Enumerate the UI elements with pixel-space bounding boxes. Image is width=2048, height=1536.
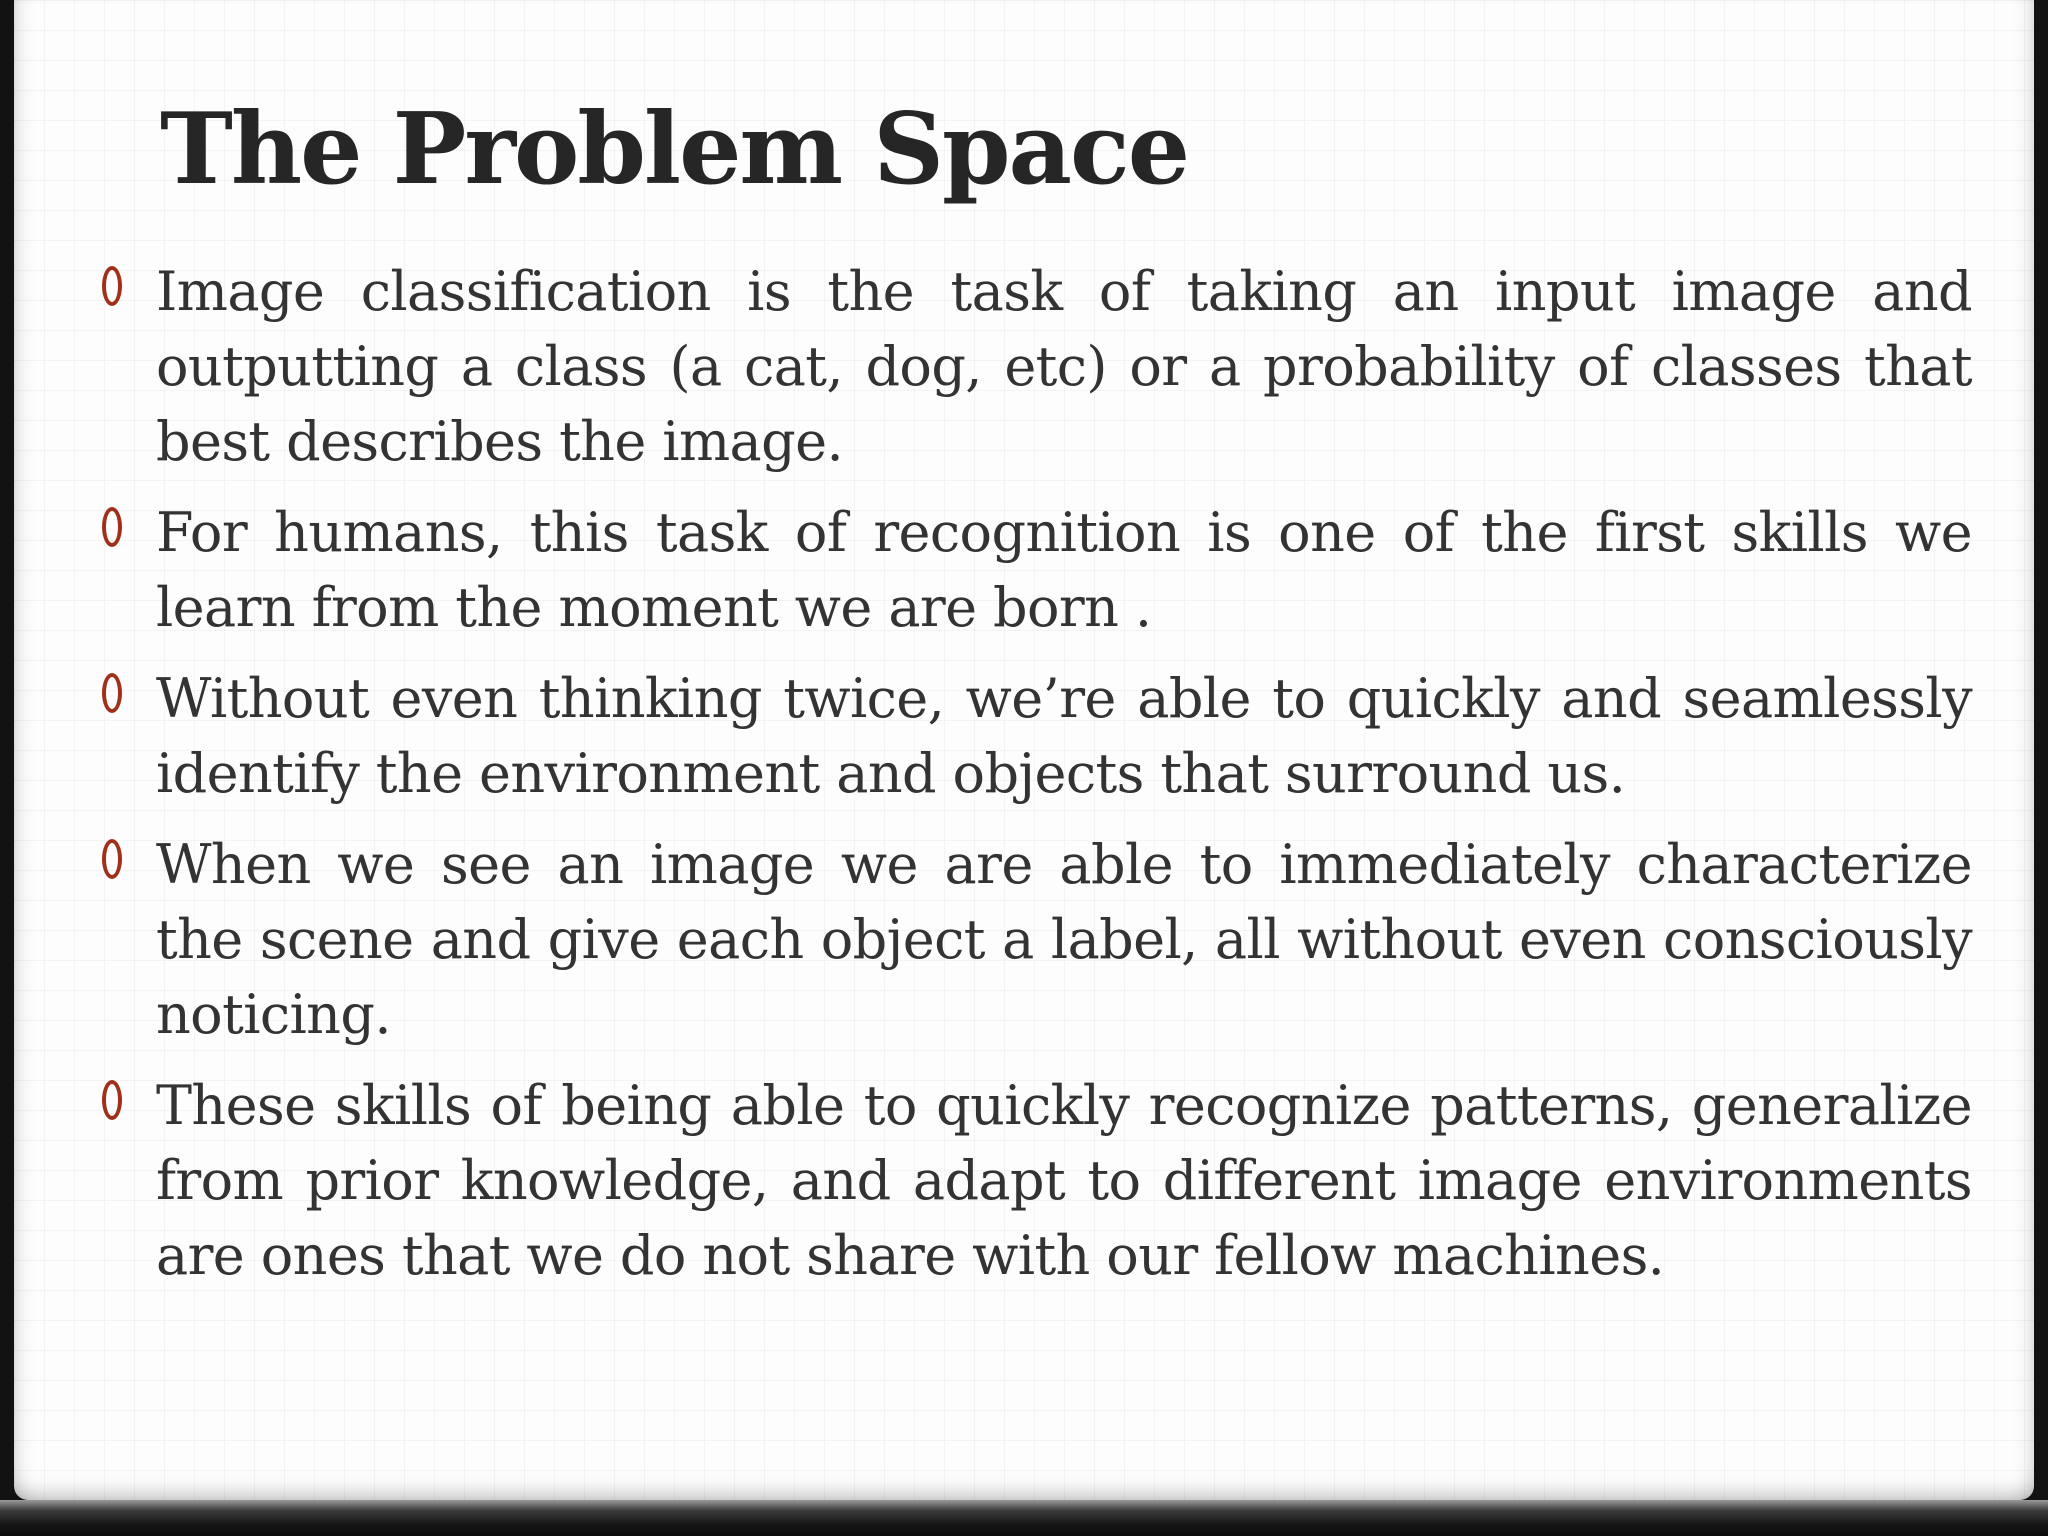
hollow-oval-bullet-icon xyxy=(102,1080,122,1120)
bullet-item xyxy=(102,1068,1972,1293)
hollow-oval-bullet-icon xyxy=(102,673,122,713)
slide xyxy=(14,0,2034,1500)
bullet-item xyxy=(102,827,1972,1052)
slide-title: The Problem Space xyxy=(160,92,1189,207)
bullet-text: For humans, this task of recognition is one of the first skills we learn from the moment we are born . xyxy=(156,501,1972,639)
bullet-text: These skills of being able to quickly recognize patterns, generalize from prior knowledge, and adapt to different image environments are ones that we do not share with our fellow machines. xyxy=(156,1074,1972,1287)
bullet-text: Without even thinking twice, we’re able to quickly and seamlessly identify the environment and objects that surround us. xyxy=(156,667,1972,805)
bullet-item xyxy=(102,661,1972,811)
bullet-text: When we see an image we are able to immediately characterize the scene and give each object a label, all without even consciously noticing. xyxy=(156,833,1972,1046)
hollow-oval-bullet-icon xyxy=(102,839,122,879)
hollow-oval-bullet-icon xyxy=(102,266,122,306)
hollow-oval-bullet-icon xyxy=(102,507,122,547)
slide-bottom-edge xyxy=(0,1500,2048,1536)
bullet-text: Image classification is the task of taking an input image and outputting a class (a cat, dog, etc) or a probability of classes that best describes the image. xyxy=(156,260,1972,473)
bullet-list xyxy=(102,254,1972,1309)
bullet-item xyxy=(102,254,1972,479)
bullet-item xyxy=(102,495,1972,645)
